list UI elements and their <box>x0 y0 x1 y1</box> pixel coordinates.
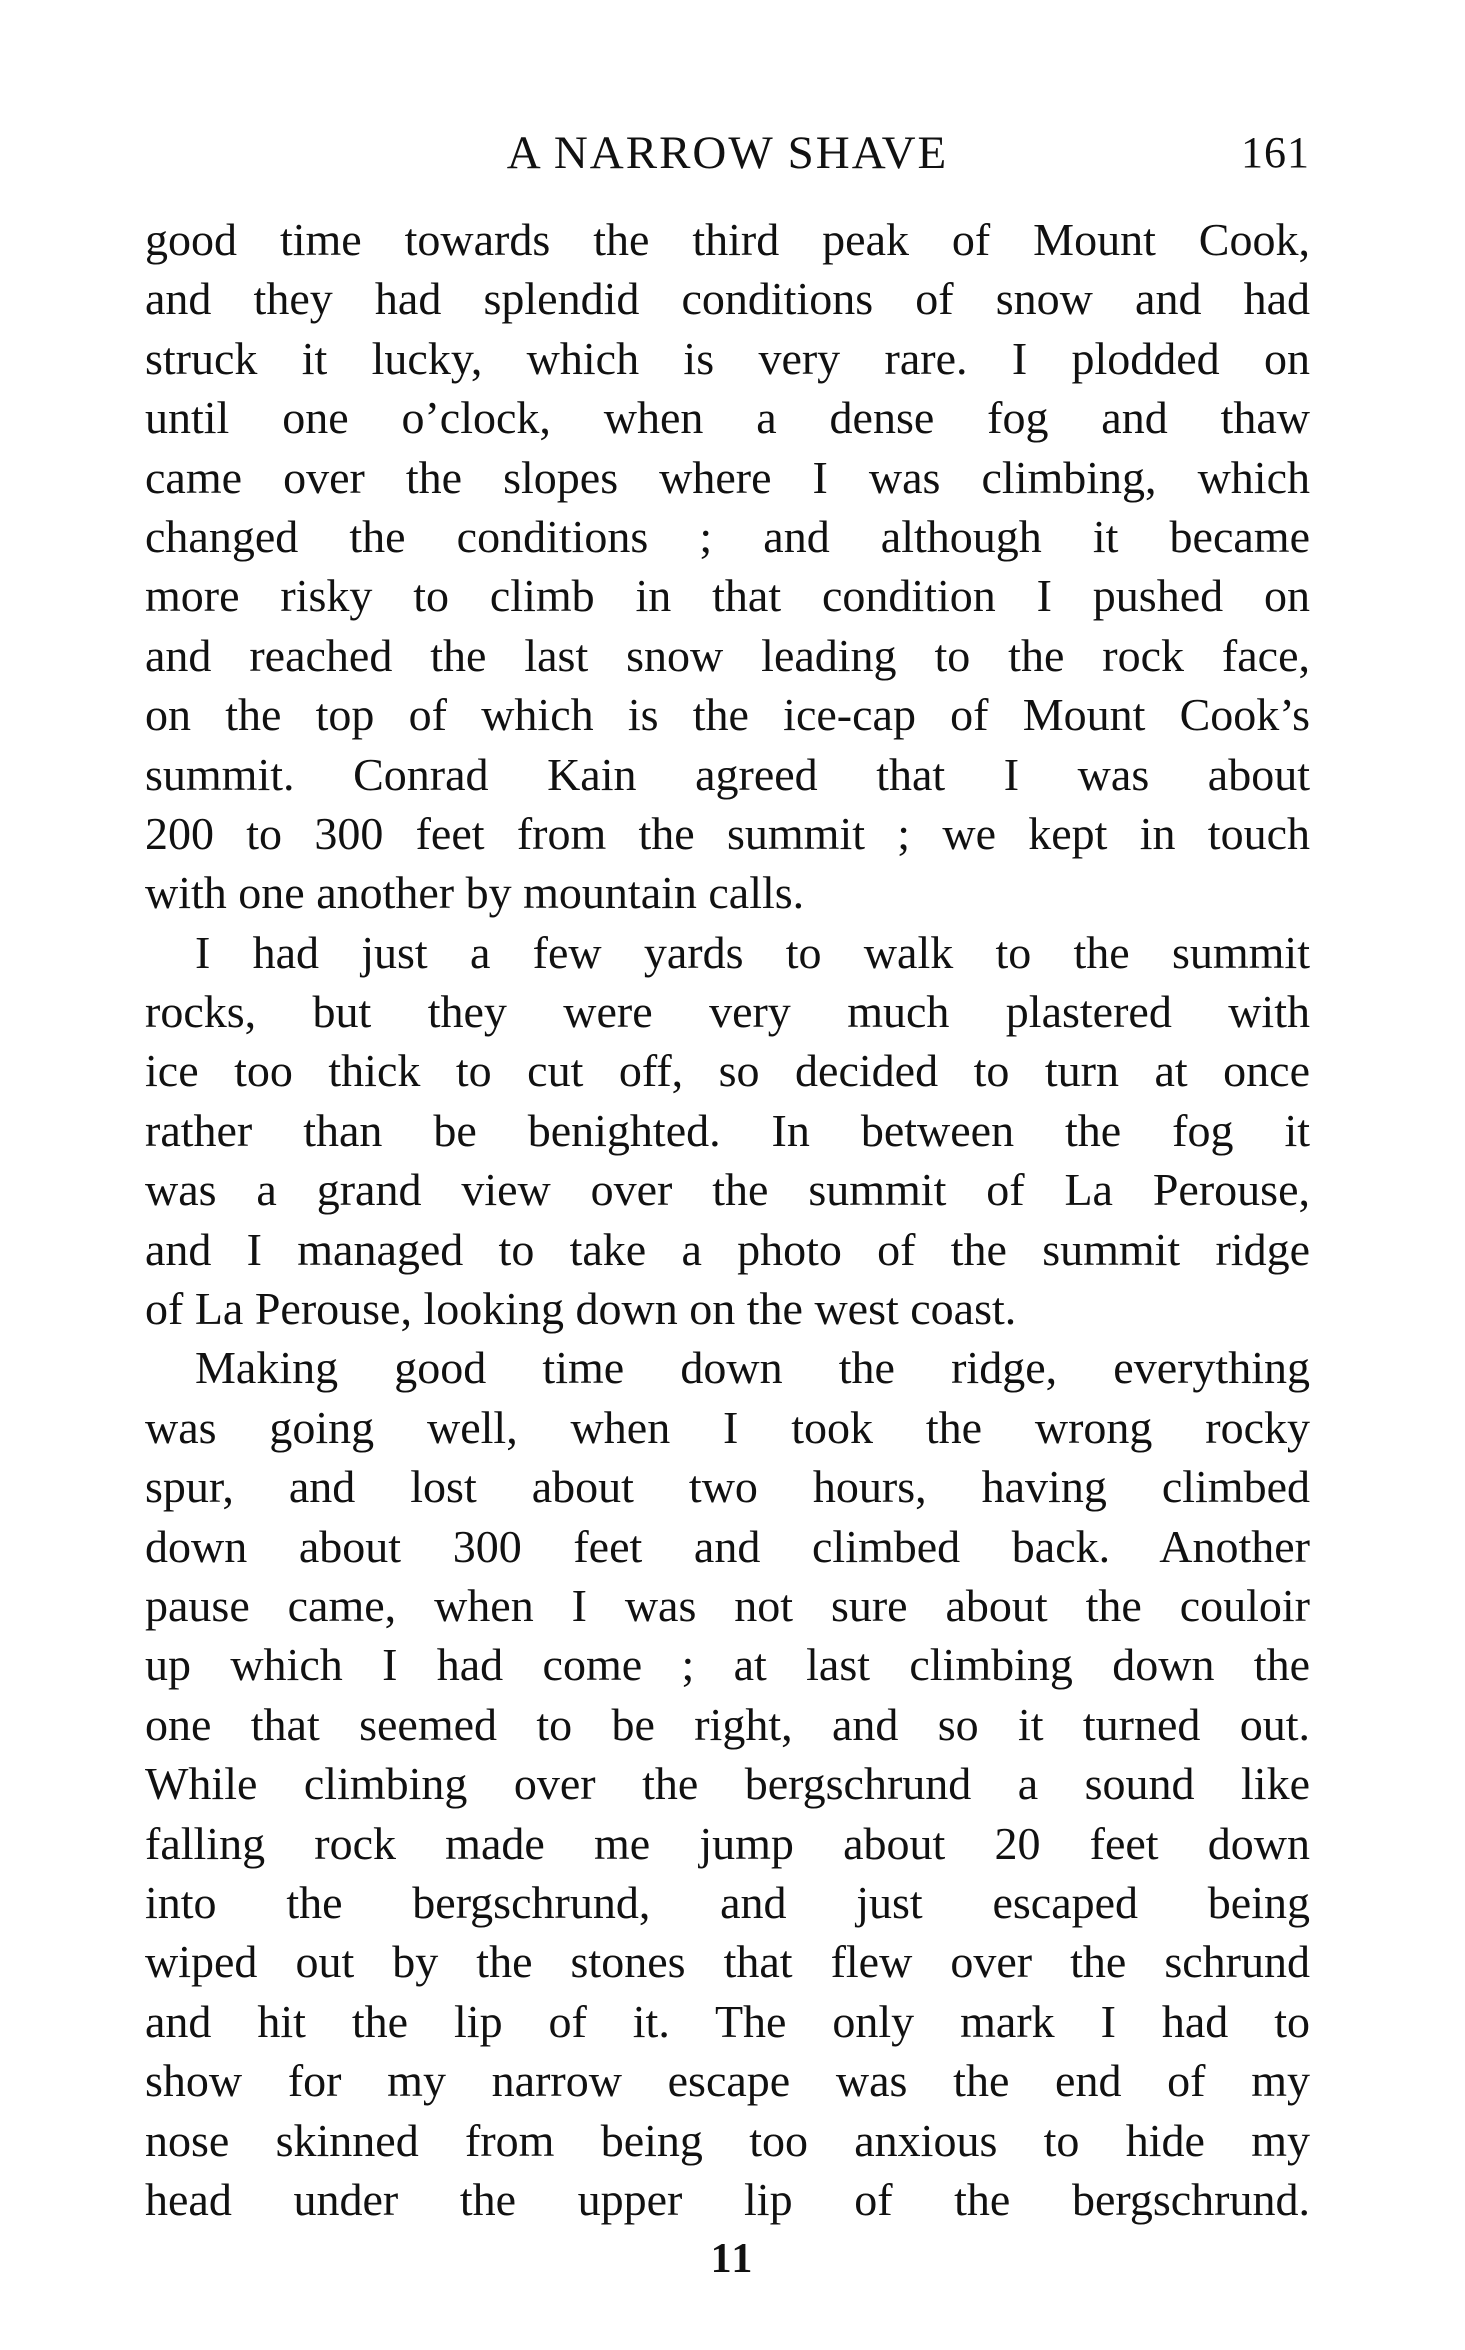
text-line: While climbing over the bergschrund a sound like <box>145 1758 1310 1810</box>
text-line: into the bergschrund, and just escaped being <box>145 1876 1310 1928</box>
text-line: ice too thick to cut off, so decided to turn at once <box>145 1045 1310 1097</box>
text-line: until one o’clock, when a dense fog and thaw <box>145 392 1310 444</box>
text-line: down about 300 feet and climbed back. Another <box>145 1520 1310 1572</box>
text-line: nose skinned from being too anxious to hide my <box>145 2114 1310 2166</box>
text-line: came over the slopes where I was climbing, which <box>145 451 1310 503</box>
text-line: changed the conditions ; and although it became <box>145 510 1310 562</box>
text-line: head under the upper lip of the bergschrund. <box>145 2173 1310 2225</box>
text-line: good time towards the third peak of Mount Cook, <box>145 214 1310 265</box>
text-line: falling rock made me jump about 20 feet down <box>145 1817 1310 1869</box>
page-number: 161 <box>1241 128 1310 177</box>
text-line: pause came, when I was not sure about the couloir <box>145 1579 1310 1631</box>
signature-mark: 11 <box>710 2236 755 2282</box>
text-line: up which I had come ; at last climbing down the <box>145 1639 1310 1691</box>
text-line: of La Perouse, looking down on the west coast. <box>145 1283 1017 1335</box>
text-line: show for my narrow escape was the end of my <box>145 2055 1310 2107</box>
text-line: was going well, when I took the wrong rocky <box>145 1401 1310 1453</box>
text-line: was a grand view over the summit of La Perouse, <box>145 1164 1310 1216</box>
text-line: struck it lucky, which is very rare. I plodded on <box>145 332 1310 384</box>
running-head <box>145 122 1310 184</box>
text-line: and reached the last snow leading to the rock face, <box>145 629 1310 681</box>
text-line: 200 to 300 feet from the summit ; we kept in touch <box>145 807 1310 859</box>
text-line: rocks, but they were very much plastered with <box>145 986 1310 1038</box>
text-line: rather than be benighted. In between the fog it <box>145 1104 1310 1156</box>
body-text <box>145 210 1310 2229</box>
text-line: I had just a few yards to walk to the summit <box>195 926 1310 978</box>
text-line: more risky to climb in that condition I pushed on <box>145 570 1310 622</box>
text-line: one that seemed to be right, and so it turned out. <box>145 1698 1310 1750</box>
running-title: A NARROW SHAVE <box>506 127 949 179</box>
text-line: wiped out by the stones that flew over the schrund <box>145 1936 1310 1988</box>
text-line: and they had splendid conditions of snow and had <box>145 273 1310 325</box>
text-line: and hit the lip of it. The only mark I had to <box>145 1995 1310 2047</box>
text-line: on the top of which is the ice-cap of Mount Cook’s <box>145 689 1310 741</box>
text-line: with one another by mountain calls. <box>145 867 805 919</box>
text-line: Making good time down the ridge, everything <box>195 1342 1310 1394</box>
text-line: summit. Conrad Kain agreed that I was about <box>145 748 1310 800</box>
text-line: spur, and lost about two hours, having climbed <box>145 1461 1310 1513</box>
text-line: and I managed to take a photo of the summit ridge <box>145 1223 1310 1275</box>
